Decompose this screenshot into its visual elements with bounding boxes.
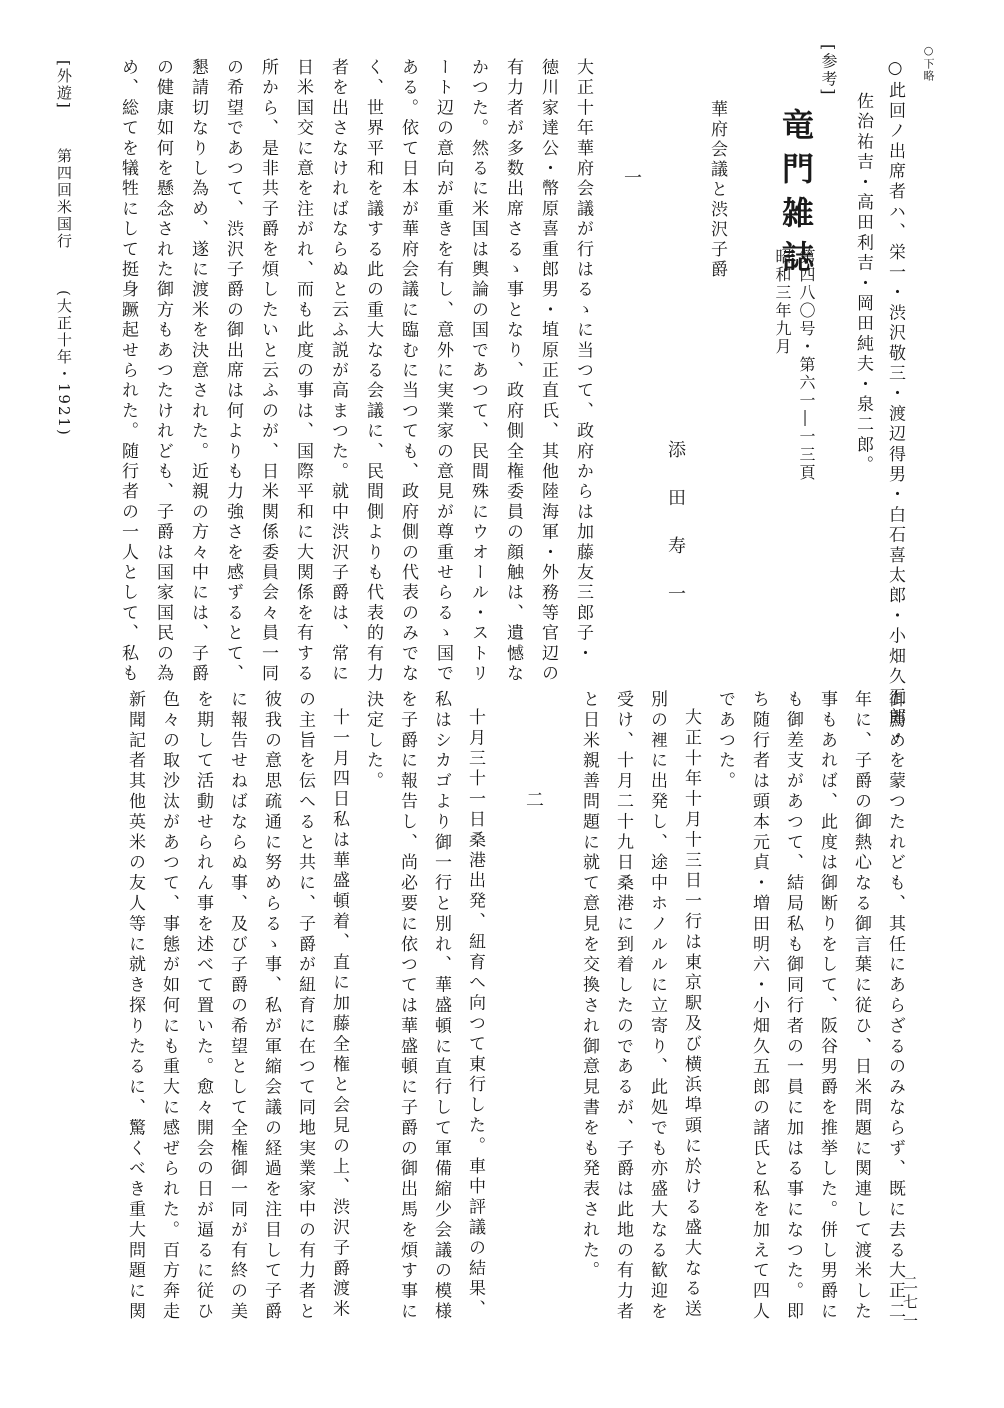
- page-number: 二七一: [901, 1275, 919, 1332]
- section-number-1: 一: [621, 168, 642, 188]
- body-line: 別の裡に出発し、途中ホノルルに立寄り、此処でも亦盛大なる歓迎を: [647, 690, 667, 1323]
- body-line: も御差支があつて、結局私も御同行者の一員に加はる事になつた。即: [783, 690, 803, 1323]
- body-line: 受け、十月二十九日桑港に到着したのであるが、子爵は此地の有力者: [613, 690, 633, 1323]
- body-line: を子爵に報告し、尚必要に依つては華盛頓に子爵の御出馬を煩す事に: [397, 690, 417, 1323]
- attendees-line-2: 佐治祐吉・高田利吉・岡田純夫・泉二郎。: [853, 92, 873, 476]
- body-line: ち随行者は頭本元貞・増田明六・小畑久五郎の諸氏と私を加えて四人: [749, 690, 769, 1323]
- body-line: 十月三十一日桑港出発、紐育へ向つて東行した。車中評議の結果、: [465, 708, 485, 1320]
- body-line: 十一月四日私は華盛頓着、直に加藤全権と会見の上、渋沢子爵渡米: [329, 708, 349, 1320]
- body-line: の主旨を伝へると共に、子爵が紐育に在つて同地実業家中の有力者と: [295, 690, 315, 1323]
- body-line: 事もあれば、此度は御断りをして、阪谷男爵を推挙した。併し男爵に: [817, 690, 837, 1323]
- body-line: であつた。: [715, 690, 735, 792]
- body-line: 有力者が多数出席さるゝ事となり、政府側全権委員の顔触は、遺憾な: [503, 58, 523, 685]
- body-line: と日米親善問題に就て意見を交換され御意見書をも発表された。: [579, 690, 599, 1282]
- section-number-2: 二: [523, 790, 544, 810]
- body-line: 御薦めを蒙つたれども、其任にあらざるのみならず、既に去る大正二: [885, 690, 905, 1323]
- body-line: 日米国交に意を注がれ、而も此度の事は、国際平和に大関係を有する: [293, 58, 313, 685]
- issue-date: 昭和三年九月: [773, 248, 792, 356]
- attendees-line-1: ○此回ノ出席者ハ、栄一・渋沢敬三・渡辺得男・白石喜太郎・小畑久五郎・: [885, 58, 905, 748]
- body-line: 決定した。: [363, 690, 383, 792]
- body-line: 所から、是非共子爵を煩したいと云ふのが、日米関係委員会々員一同: [258, 58, 278, 685]
- body-line: ある。依て日本が華府会議に臨むに当つても、政府側の代表のみでな: [398, 58, 418, 685]
- body-line: 懇請切なりし為め、遂に渡米を決意された。近親の方々中には、子爵: [188, 58, 208, 685]
- body-line: の健康如何を懸念された御方もあつたけれども、子爵は国家国民の為: [153, 58, 173, 685]
- body-line: 大正十年十月十三日一行は東京駅及び横浜埠頭に於ける盛大なる送: [681, 708, 701, 1320]
- article-author: 添田寿一: [665, 440, 686, 632]
- body-line: に報告せねばならぬ事、及び子爵の希望として全権御一同が有終の美: [227, 690, 247, 1323]
- omitted-note: ○下略: [922, 44, 935, 82]
- body-line: を期して活動せられん事を述べて置いた。愈々開会の日が逼るに従ひ: [193, 690, 213, 1323]
- footer-category: [外遊]: [55, 60, 73, 110]
- footer-chapter: 第四回米国行: [55, 148, 73, 250]
- body-line: 大正十年華府会議が行はるゝに当つて、政府からは加藤友三郎子・: [573, 58, 593, 664]
- reference-label: [参考]: [819, 44, 838, 97]
- body-line: 彼我の意思疏通に努めらるゝ事、私が軍縮会議の経過を注目して子爵: [261, 690, 281, 1323]
- issue-number: 第四八〇号・第六一―一三頁: [797, 248, 816, 482]
- body-line: 色々の取沙汰があつて、事態が如何にも重大に感ぜられた。百方奔走: [159, 690, 179, 1323]
- body-line: 徳川家達公・幣原喜重郎男・埴原正直氏、其他陸海軍・外務等官辺の: [538, 58, 558, 685]
- body-line: 者を出さなければならぬと云ふ説が高まつた。就中渋沢子爵は、常に: [328, 58, 348, 685]
- body-line: ート辺の意向が重きを有し、意外に実業家の意見が尊重せらるゝ国で: [433, 58, 453, 685]
- body-line: く、世界平和を議する此の重大なる会議に、民間側よりも代表的有力: [363, 58, 383, 685]
- body-line: 年に、子爵の御熱心なる御言葉に従ひ、日米問題に関連して渡米した: [851, 690, 871, 1323]
- article-title: 華府会議と渋沢子爵: [707, 100, 727, 280]
- magazine-title: 竜門雑誌: [777, 108, 815, 284]
- body-line: かつた。然るに米国は輿論の国であつて、民間殊にウオール・ストリ: [468, 58, 488, 685]
- body-line: め、総てを犠牲にして挺身蹶起せられた。随行者の一人として、私も: [118, 58, 138, 685]
- footer-era: (大正十年・1921): [55, 290, 73, 437]
- body-line: 新聞記者其他英米の友人等に就き探りたるに、驚くべき重大問題に関: [125, 690, 145, 1323]
- body-line: 私はシカゴより御一行と別れ、華盛頓に直行して軍備縮少会議の模様: [431, 690, 451, 1323]
- body-line: の希望であつて、渋沢子爵の御出席は何よりも力強さを感ずるとて、: [223, 58, 243, 685]
